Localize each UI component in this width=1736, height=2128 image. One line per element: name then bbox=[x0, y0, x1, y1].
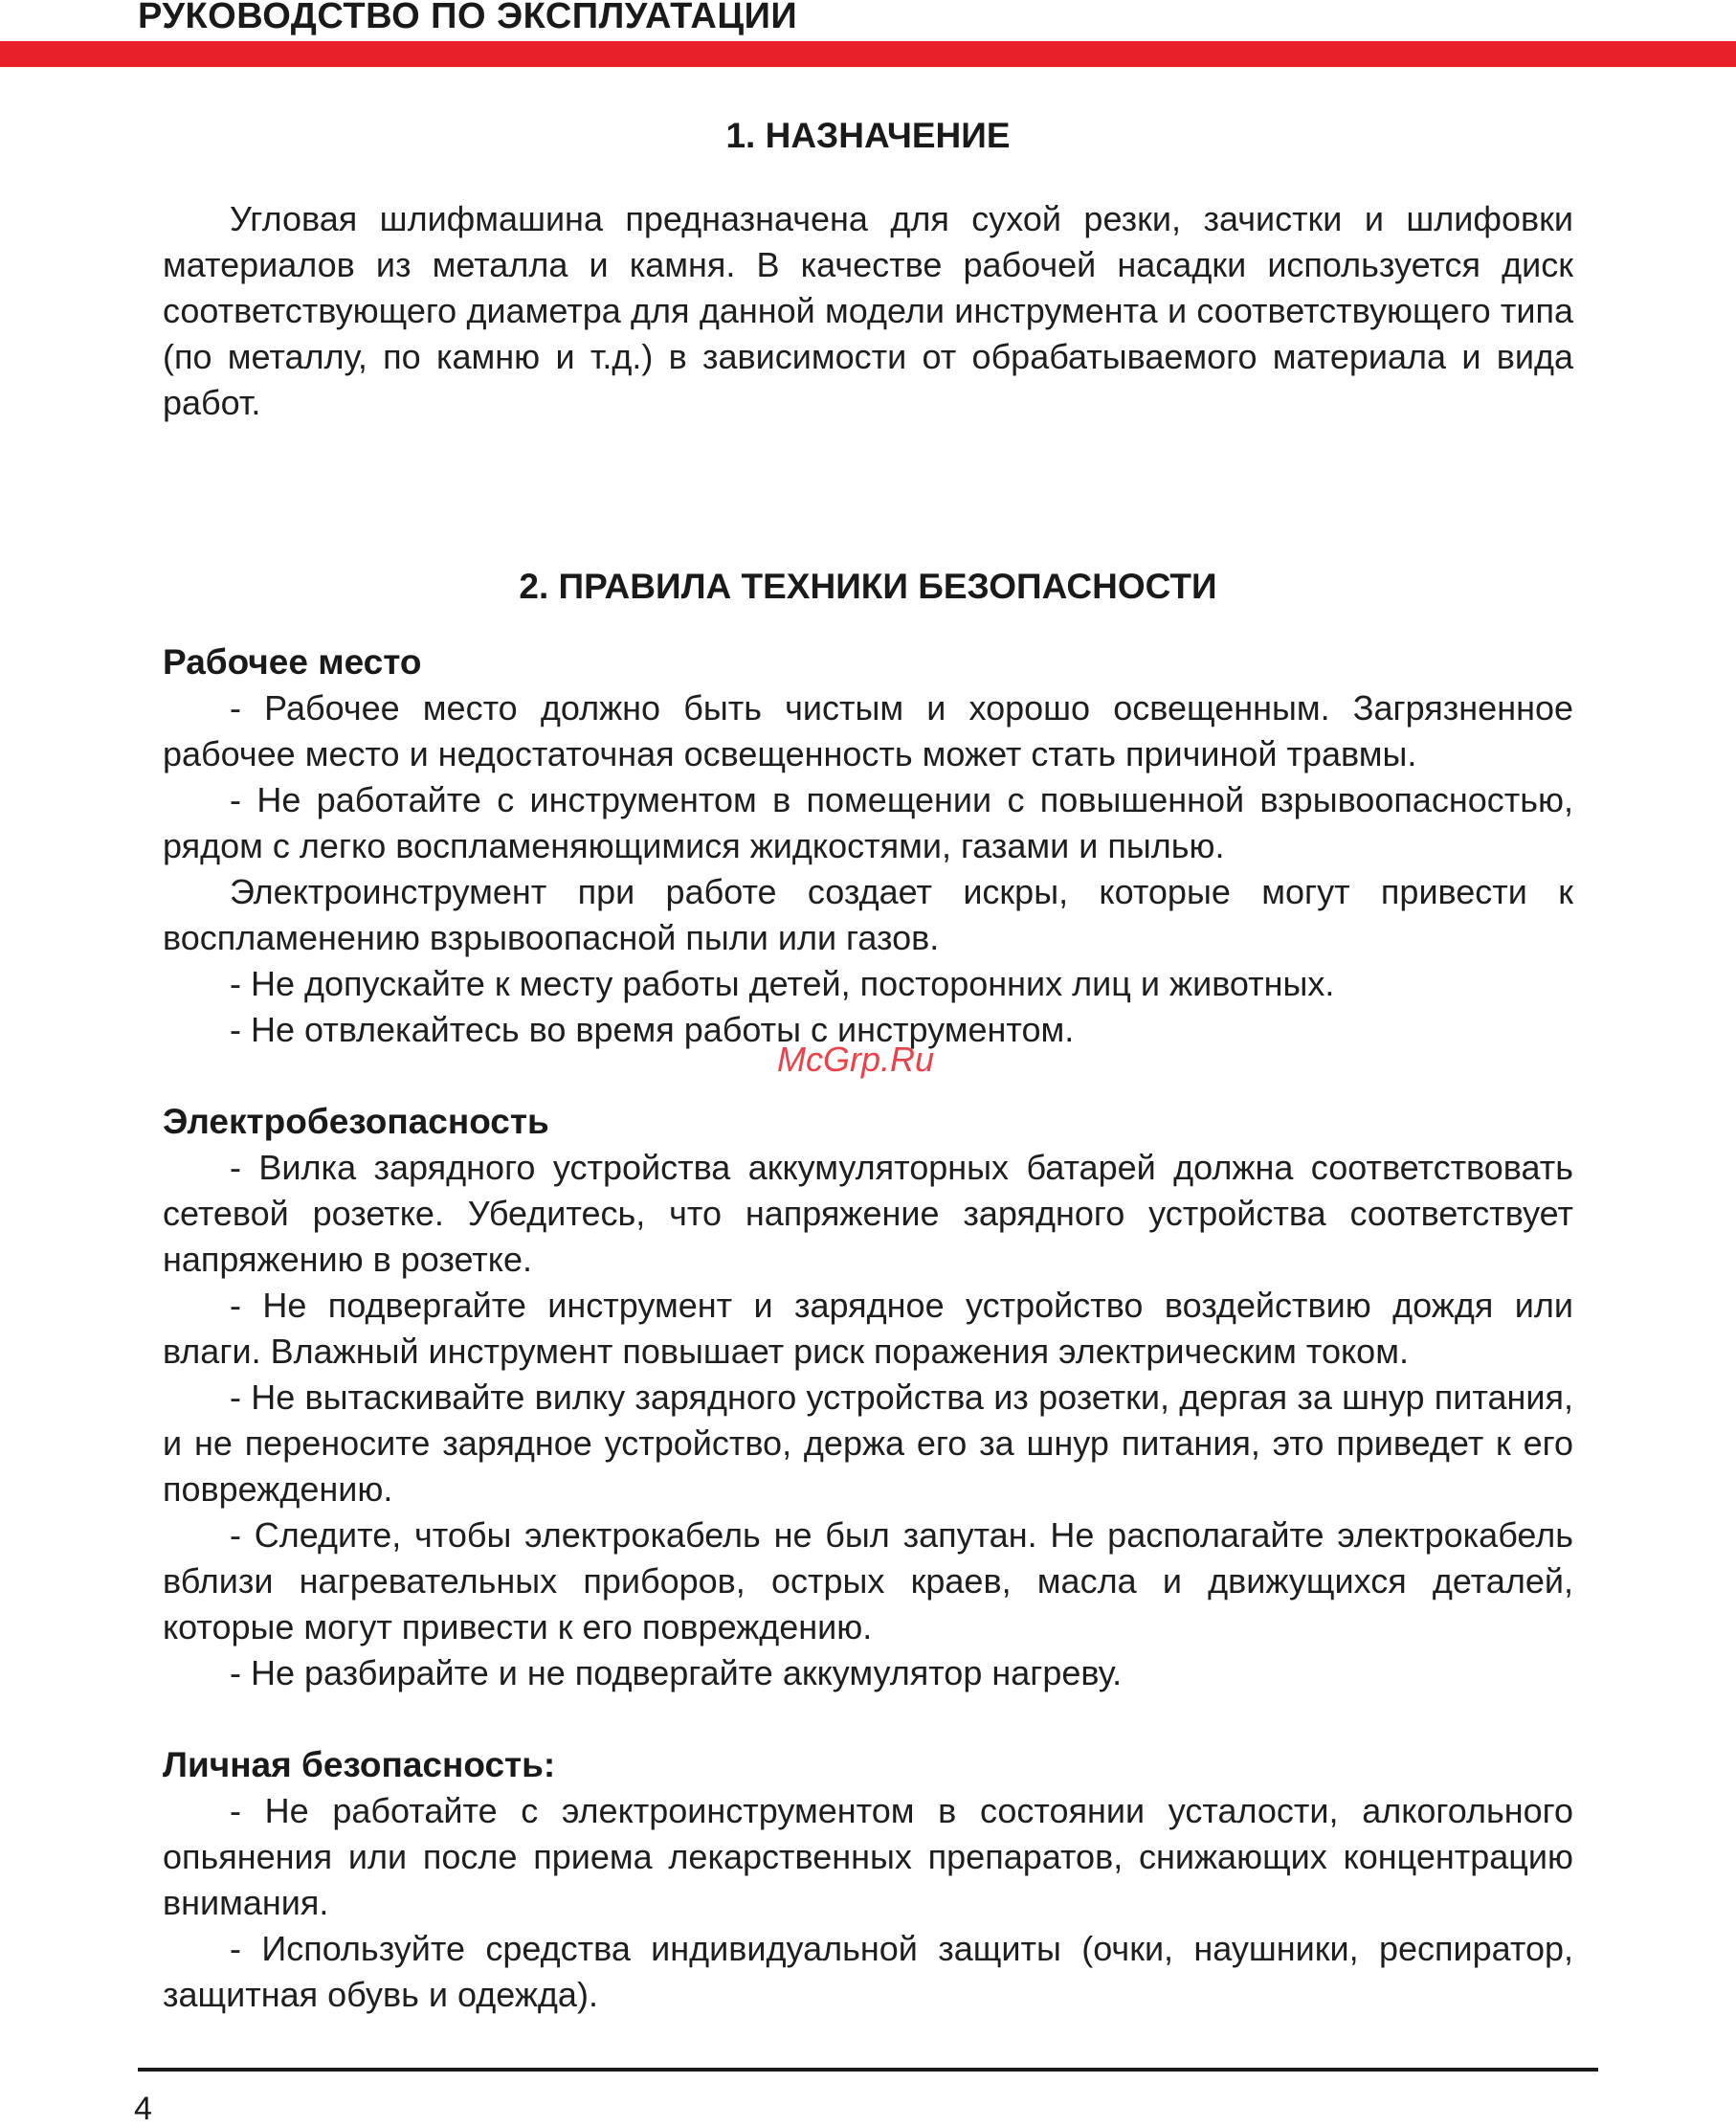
subheading-workplace: Рабочее место bbox=[163, 642, 422, 682]
subheading-personal-safety: Личная безопасность: bbox=[163, 1745, 556, 1784]
personal-item: - Используйте средства индивидуальной защиты (очки, наушники, респиратор, защитная обувь и одежда). bbox=[163, 1929, 1573, 2014]
header-accent-band bbox=[0, 41, 1736, 67]
personal-item: - Не работайте с электроинструментом в состоянии усталости, алкогольного опьянения или после приема лекарственных препаратов, снижающих концентрацию внимания. bbox=[163, 1791, 1573, 1922]
watermark-text: McGrp.Ru bbox=[777, 1040, 935, 1079]
page-number: 4 bbox=[134, 2091, 152, 2127]
workplace-item: - Не работайте с инструментом в помещении с повышенной взрывоопасностью, рядом с легко воспламеняющимися жидкостями, газами и пылью. bbox=[163, 780, 1573, 865]
subheading-electrical-safety: Электробезопасность bbox=[163, 1102, 549, 1141]
page-header-title: РУКОВОДСТВО ПО ЭКСПЛУАТАЦИИ bbox=[138, 0, 798, 36]
electrical-item: - Вилка зарядного устройства аккумуляторных батарей должна соответствовать сетевой розетке. Убедитесь, что напряжение зарядного устройства соответствует напряжению в розетке. bbox=[163, 1148, 1573, 1279]
workplace-item: - Рабочее место должно быть чистым и хорошо освещенным. Загрязненное рабочее место и недостаточная освещенность может стать причиной травмы. bbox=[163, 688, 1573, 773]
electrical-item: - Следите, чтобы электрокабель не был запутан. Не располагайте электрокабель вблизи нагревательных приборов, острых краев, масла и движущихся деталей, которые могут привести к его повреждению. bbox=[163, 1515, 1573, 1646]
electrical-item: - Не вытаскивайте вилку зарядного устройства из розетки, дергая за шнур питания, и не переносите зарядное устройство, держа его за шнур питания, это приведет к его повреждению. bbox=[163, 1378, 1573, 1509]
footer-divider bbox=[138, 2068, 1598, 2072]
section-title-purpose: 1. НАЗНАЧЕНИЕ bbox=[725, 116, 1011, 155]
electrical-safety-block bbox=[163, 1099, 1573, 1696]
electrical-item: - Не подвергайте инструмент и зарядное устройство воздействию дождя или влаги. Влажный инструмент повышает риск поражения электрическим током. bbox=[163, 1286, 1573, 1371]
section-title-safety-rules: 2. ПРАВИЛА ТЕХНИКИ БЕЗОПАСНОСТИ bbox=[519, 567, 1217, 606]
workplace-item: Электроинструмент при работе создает искры, которые могут привести к воспламенению взрывоопасной пыли или газов. bbox=[163, 872, 1573, 957]
purpose-paragraph: Угловая шлифмашина предназначена для сухой резки, зачистки и шлифовки материалов из металла и камня. В качестве рабочей насадки используется диск соответствующего диаметра для данной модели инструмента и соответствующего типа (по металлу, по камню и т.д.) в зависимости от обрабатываемого материала и вида работ. bbox=[163, 199, 1573, 422]
workplace-block bbox=[163, 639, 1573, 1053]
workplace-item: - Не допускайте к месту работы детей, посторонних лиц и животных. bbox=[230, 964, 1335, 1003]
electrical-item: - Не разбирайте и не подвергайте аккумулятор нагреву. bbox=[230, 1653, 1123, 1692]
workplace-item: - Не отвлекайтесь во время работы с инструментом. bbox=[230, 1010, 1075, 1049]
personal-safety-block bbox=[163, 1742, 1573, 2018]
